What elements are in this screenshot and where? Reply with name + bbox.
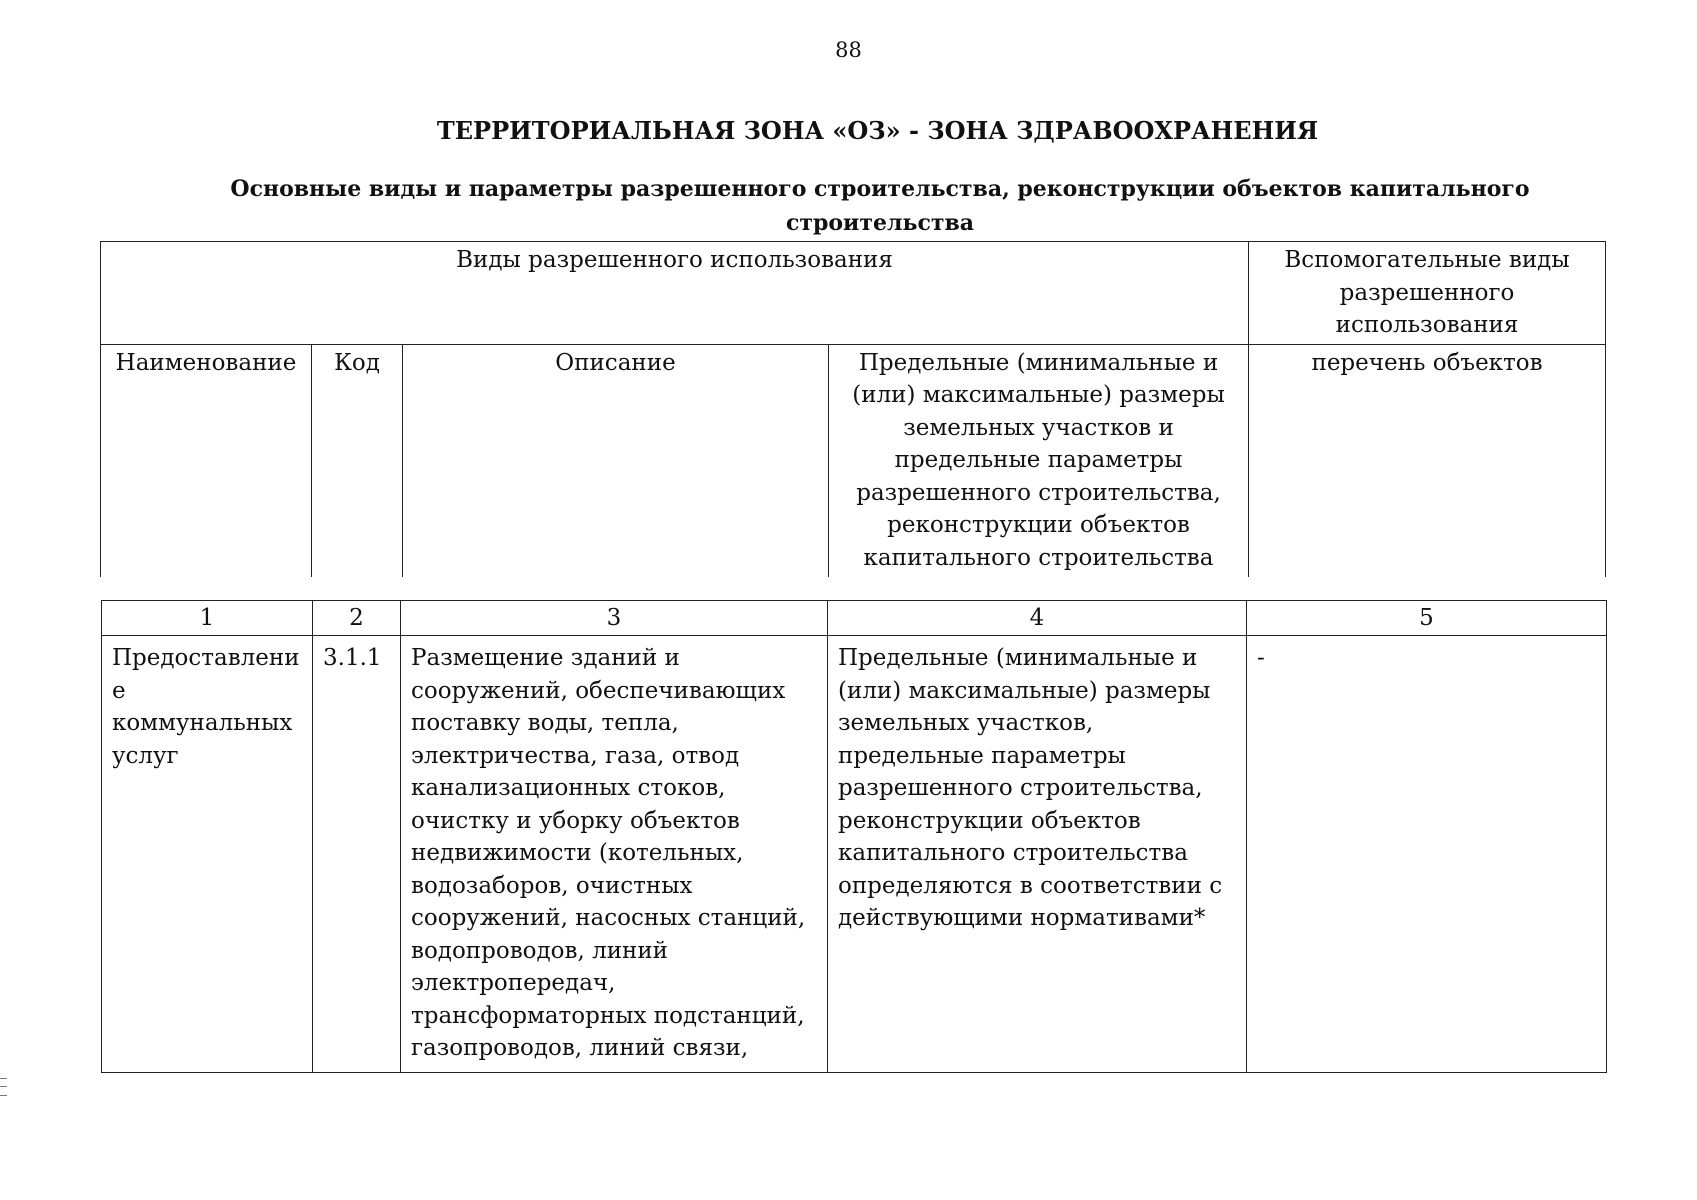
header-group-main: Виды разрешенного использования	[101, 242, 1249, 345]
row-aux: -	[1247, 636, 1607, 1073]
column-number: 5	[1247, 601, 1607, 636]
document-subtitle: Основные виды и параметры разрешенного строительства, реконструкции объектов капитального строительства	[230, 176, 1530, 236]
scan-edge-mark	[0, 1078, 7, 1096]
document-title: ТЕРРИТОРИАЛЬНАЯ ЗОНА «ОЗ» - ЗОНА ЗДРАВООХРАНЕНИЯ	[436, 116, 1319, 145]
row-limits: Предельные (минимальные и (или) максимальные) размеры земельных участков, предельные параметры разрешенного строительства, реконструкции объектов капитального строительства определяются в соответствии с действующими нормативами*	[828, 636, 1247, 1073]
header-col-description: Описание	[403, 344, 829, 577]
header-table	[100, 241, 1606, 577]
column-number: 3	[401, 601, 828, 636]
table-row	[102, 636, 1607, 1073]
column-number: 2	[313, 601, 401, 636]
header-col-limits: Предельные (минимальные и (или) максимальные) размеры земельных участков и предельные параметры разрешенного строительства, реконструкции объектов капитального строительства	[829, 344, 1249, 577]
header-col-code: Код	[312, 344, 403, 577]
page-number: 88	[835, 38, 862, 62]
header-group-aux: Вспомогательные виды разрешенного использования	[1249, 242, 1606, 345]
row-description: Размещение зданий и сооружений, обеспечивающих поставку воды, тепла, электричества, газа, отвод канализационных стоков, очистку и уборку объектов недвижимости (котельных, водозаборов, очистных сооружений, насосных станций, водопроводов, линий электропередач, трансформаторных подстанций, газопроводов, линий связи,	[401, 636, 828, 1073]
data-table	[101, 600, 1607, 1073]
column-number: 4	[828, 601, 1247, 636]
row-code: 3.1.1	[313, 636, 401, 1073]
header-col-aux-list: перечень объектов	[1249, 344, 1606, 577]
row-name: Предоставлени е коммунальных услуг	[102, 636, 313, 1073]
header-col-name: Наименование	[101, 344, 312, 577]
column-number: 1	[102, 601, 313, 636]
column-number-row	[102, 601, 1607, 636]
